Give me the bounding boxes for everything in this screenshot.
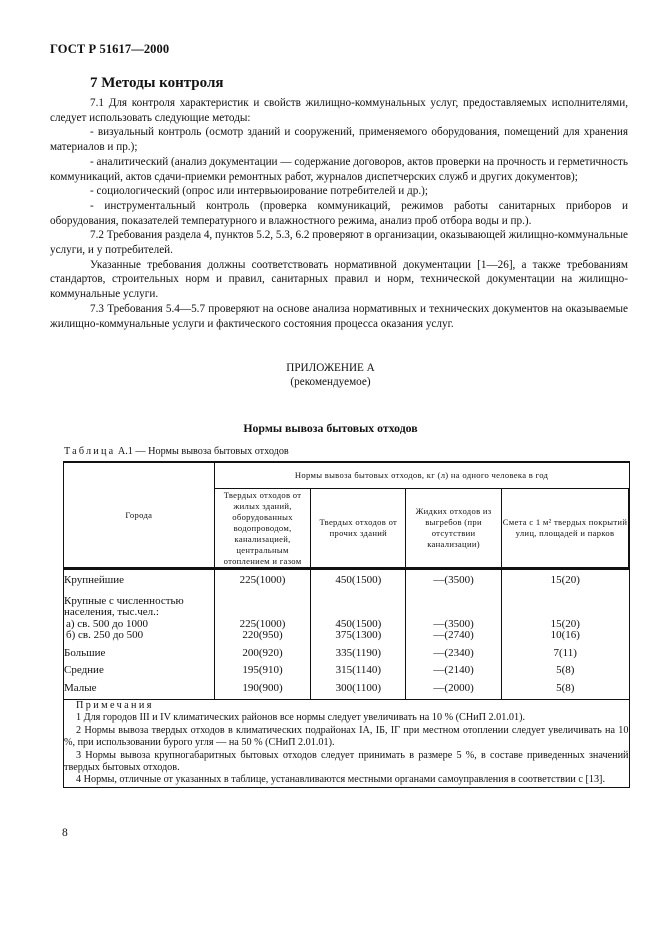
table-row	[64, 569, 630, 590]
note-item: 1 Для городов III и IV климатических районов все нормы следует увеличивать на 10 % (СНиП 2.01.01).	[76, 712, 526, 724]
paragraph: - социологический (опрос или интервьюирование потребителей и др.);	[90, 185, 428, 198]
annex-label: ПРИЛОЖЕНИЕ А	[286, 362, 375, 374]
table-notes	[64, 700, 630, 788]
city-cell: Большие	[64, 645, 215, 663]
city-cell: Средние	[64, 662, 215, 680]
value-cell: 375(1300)	[311, 630, 406, 645]
paragraph: Указанные требования должны соответствовать нормативной документации [1—26], а также требованиям стандартов, строительных норм и правил, санитарных правил и норм, технической документации на жилищно-коммунальные услуги.	[50, 258, 628, 301]
column-header-sweeping: Смета с 1 м² твердых покрытий улиц, площадей и парков	[501, 489, 629, 569]
notes-title: Примечания	[76, 700, 154, 711]
section-title: 7 Методы контроля	[90, 75, 224, 91]
value-cell: 450(1500)	[311, 569, 406, 590]
table-row	[64, 645, 630, 663]
value-cell: 225(1000)	[214, 619, 311, 631]
value-cell: 300(1100)	[311, 680, 406, 700]
city-cell: Крупные с численностью населения, тыс.чел.:	[64, 590, 215, 619]
value-cell: 15(20)	[501, 569, 629, 590]
paragraph: 7.2 Требования раздела 4, пунктов 5.2, 5.3, 6.2 проверяют в организации, оказывающей жилищно-коммунальные услуги, и у потребителей.	[50, 229, 628, 257]
value-cell: —(2740)	[406, 630, 502, 645]
value-cell: 220(950)	[214, 630, 311, 645]
value-cell: —(2340)	[406, 645, 502, 663]
norms-table	[63, 461, 630, 788]
value-cell: 450(1500)	[311, 619, 406, 631]
value-cell: 315(1140)	[311, 662, 406, 680]
column-header-solid-other: Твердых отходов от прочих зданий	[311, 489, 406, 569]
city-cell: Крупнейшие	[64, 569, 215, 590]
value-cell: 5(8)	[501, 662, 629, 680]
value-cell: 5(8)	[501, 680, 629, 700]
column-header-solid-residential: Твердых отходов от жилых зданий, оборудованных водопроводом, канализацией, центральным отоплением и газом	[214, 489, 311, 569]
column-header-city: Города	[64, 462, 215, 569]
value-cell: 195(910)	[214, 662, 311, 680]
value-cell	[214, 590, 311, 619]
note-item: 2 Нормы вывоза твердых отходов в климатических подрайонах IА, IБ, IГ при местном отоплении следует увеличивать на 10 %, при использовании бурого угля — на 50 % (СНиП 2.01.01).	[64, 724, 629, 749]
value-cell	[406, 590, 502, 619]
annex-title: Нормы вывоза бытовых отходов	[243, 421, 418, 435]
value-cell: 10(16)	[501, 630, 629, 645]
annex-status: (рекомендуемое)	[290, 375, 371, 388]
value-cell	[311, 590, 406, 619]
table-row	[64, 590, 630, 619]
table-caption-text: А.1 — Нормы вывоза бытовых отходов	[115, 446, 289, 457]
paragraph: 7.1 Для контроля характеристик и свойств жилищно-коммунальных услуг, предоставляемых исполнителями, следует использовать следующие методы:	[50, 97, 628, 124]
value-cell	[501, 590, 629, 619]
paragraph: 7.3 Требования 5.4—5.7 проверяют на основе анализа нормативных и технических документов на оказываемые жилищно-коммунальные услуги и фактического состояния процесса оказания услуг.	[50, 302, 628, 330]
table-row	[64, 662, 630, 680]
value-cell: 7(11)	[501, 645, 629, 663]
value-cell: —(3500)	[406, 569, 502, 590]
value-cell: 15(20)	[501, 619, 629, 631]
value-cell: 335(1190)	[311, 645, 406, 663]
table-row	[64, 680, 630, 700]
value-cell: 200(920)	[214, 645, 311, 663]
value-cell: 190(900)	[214, 680, 311, 700]
notes-row	[64, 700, 630, 788]
table-caption-prefix: Таблица	[64, 446, 116, 457]
city-cell: б) св. 250 до 500	[64, 630, 215, 645]
column-group-header: Нормы вывоза бытовых отходов, кг (л) на одного человека в год	[214, 462, 629, 489]
paragraph: - визуальный контроль (осмотр зданий и сооружений, применяемого оборудования, помещений для хранения материалов и пр.);	[50, 126, 628, 154]
city-cell: а) св. 500 до 1000	[64, 619, 215, 631]
document-id: ГОСТ Р 51617—2000	[50, 42, 170, 56]
section-body	[50, 96, 628, 331]
note-item: 4 Нормы, отличные от указанных в таблице, устанавливаются местными органами самоуправления в соответствии с [13].	[76, 774, 605, 786]
value-cell: —(2140)	[406, 662, 502, 680]
value-cell: —(2000)	[406, 680, 502, 700]
paragraph: - инструментальный контроль (проверка коммуникаций, режимов работы санитарных приборов и оборудования, показателей температурного и влажностного режима, анализ проб отбора воды и пр.).	[50, 199, 628, 227]
value-cell: —(3500)	[406, 619, 502, 631]
annex-heading	[0, 362, 661, 389]
column-header-liquid: Жидких отходов из выгребов (при отсутствии канализации)	[406, 489, 502, 569]
paragraph: - аналитический (анализ документации — содержание договоров, актов проверки на прочность и герметичность коммуникаций, актов сдачи-приемки ремонтных работ, журналов диспетчерских служб и других документов);	[50, 155, 628, 183]
note-item: 3 Нормы вывоза крупногабаритных бытовых отходов следует принимать в размере 5 %, в составе приведенных значений твердых бытовых отходов.	[64, 749, 629, 774]
city-cell: Малые	[64, 680, 215, 700]
value-cell: 225(1000)	[214, 569, 311, 590]
table-row	[64, 630, 630, 645]
table-caption	[64, 446, 289, 457]
page-number: 8	[62, 827, 68, 839]
